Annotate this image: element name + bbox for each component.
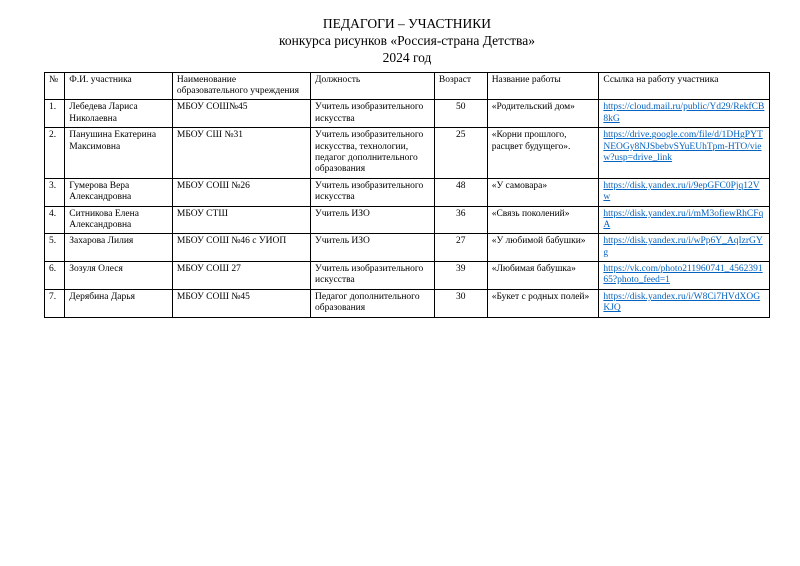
cell-num: 1.	[45, 100, 65, 128]
cell-position: Учитель ИЗО	[311, 206, 435, 234]
cell-num: 6.	[45, 262, 65, 290]
table-header	[45, 72, 770, 100]
cell-num: 7.	[45, 289, 65, 317]
work-link[interactable]: https://disk.yandex.ru/i/mM3ofiewRhCFqA	[603, 208, 764, 230]
cell-age: 39	[434, 262, 487, 290]
table-row	[45, 289, 770, 317]
header-age: Возраст	[434, 72, 487, 100]
title-line-2: конкурса рисунков «Россия-страна Детства»	[279, 32, 535, 48]
cell-name: Панушина Екатерина Максимовна	[65, 128, 173, 179]
cell-name: Зозуля Олеся	[65, 262, 173, 290]
participants-table	[44, 72, 770, 318]
work-link[interactable]: https://vk.com/photo211960741_456239165?photo_feed=1	[603, 264, 763, 286]
table-body	[45, 100, 770, 317]
cell-position: Учитель изобразительного искусства, технологии, педагог дополнительного образования	[311, 128, 435, 179]
table-row	[45, 100, 770, 128]
cell-position: Учитель изобразительного искусства	[311, 262, 435, 290]
cell-name: Ситникова Елена Александровна	[65, 206, 173, 234]
cell-age: 27	[434, 234, 487, 262]
work-link[interactable]: https://disk.yandex.ru/i/W8Ci7HVdXOGKJQ	[603, 291, 761, 314]
cell-link	[599, 206, 770, 234]
cell-age: 48	[434, 178, 487, 206]
header-num: №	[45, 72, 65, 100]
table-row	[45, 178, 770, 206]
cell-num: 5.	[45, 234, 65, 262]
cell-link	[599, 128, 770, 179]
cell-work: «Любимая бабушка»	[487, 262, 599, 290]
cell-name: Гумерова Вера Александровна	[65, 178, 173, 206]
header-link: Ссылка на работу участника	[599, 72, 770, 100]
cell-link	[599, 289, 770, 317]
cell-age: 25	[434, 128, 487, 179]
cell-num: 3.	[45, 178, 65, 206]
header-name: Ф.И. участника	[65, 72, 173, 100]
cell-work: «У самовара»	[487, 178, 599, 206]
cell-position: Учитель изобразительного искусства	[311, 100, 435, 128]
work-link[interactable]: https://disk.yandex.ru/i/9epGFC0Pjq12Vw	[603, 180, 760, 203]
cell-position: Учитель изобразительного искусства	[311, 178, 435, 206]
cell-institution: МБОУ СОШ 27	[172, 262, 310, 290]
cell-institution: МБОУ СОШ №45	[172, 289, 310, 317]
cell-work: «Родительский дом»	[487, 100, 599, 128]
cell-institution: МБОУ СТШ	[172, 206, 310, 234]
header-institution: Наименование образовательного учреждения	[172, 72, 310, 100]
cell-name: Захарова Лилия	[65, 234, 173, 262]
header-work: Название работы	[487, 72, 599, 100]
cell-work: «Корни прошлого, расцвет будущего».	[487, 128, 599, 179]
cell-work: «Букет с родных полей»	[487, 289, 599, 317]
cell-institution: МБОУ СОШ №26	[172, 178, 310, 206]
cell-work: «Связь поколений»	[487, 206, 599, 234]
table-row	[45, 128, 770, 179]
cell-num: 4.	[45, 206, 65, 234]
cell-name: Дерябина Дарья	[65, 289, 173, 317]
cell-age: 30	[434, 289, 487, 317]
table-row	[45, 206, 770, 234]
cell-position: Педагог дополнительного образования	[311, 289, 435, 317]
title-line-1: ПЕДАГОГИ – УЧАСТНИКИ	[322, 16, 492, 31]
cell-work: «У любимой бабушки»	[487, 234, 599, 262]
document-title-block	[44, 0, 770, 67]
cell-link	[599, 178, 770, 206]
table-header-row	[45, 72, 770, 100]
work-link[interactable]: https://drive.google.com/file/d/1DHgPYTNEOGy8NJSbebvSYuEUhTpm-HTO/view?usp=drive_link	[603, 130, 763, 163]
cell-institution: МБОУ СОШ№45	[172, 100, 310, 128]
header-position: Должность	[311, 72, 435, 100]
cell-age: 50	[434, 100, 487, 128]
cell-age: 36	[434, 206, 487, 234]
cell-institution: МБОУ СШ №31	[172, 128, 310, 179]
cell-link	[599, 234, 770, 262]
cell-institution: МБОУ СОШ №46 с УИОП	[172, 234, 310, 262]
table-row	[45, 234, 770, 262]
cell-num: 2.	[45, 128, 65, 179]
cell-position: Учитель ИЗО	[311, 234, 435, 262]
cell-link	[599, 100, 770, 128]
work-link[interactable]: https://cloud.mail.ru/public/Yd29/RekfCB8kG	[603, 102, 765, 124]
table-row	[45, 262, 770, 290]
title-line-3: 2024 год	[382, 49, 432, 65]
work-link[interactable]: https://disk.yandex.ru/i/wPp6Y_AqIzrGYg	[603, 236, 763, 258]
cell-link	[599, 262, 770, 290]
cell-name: Лебедева Лариса Николаевна	[65, 100, 173, 128]
